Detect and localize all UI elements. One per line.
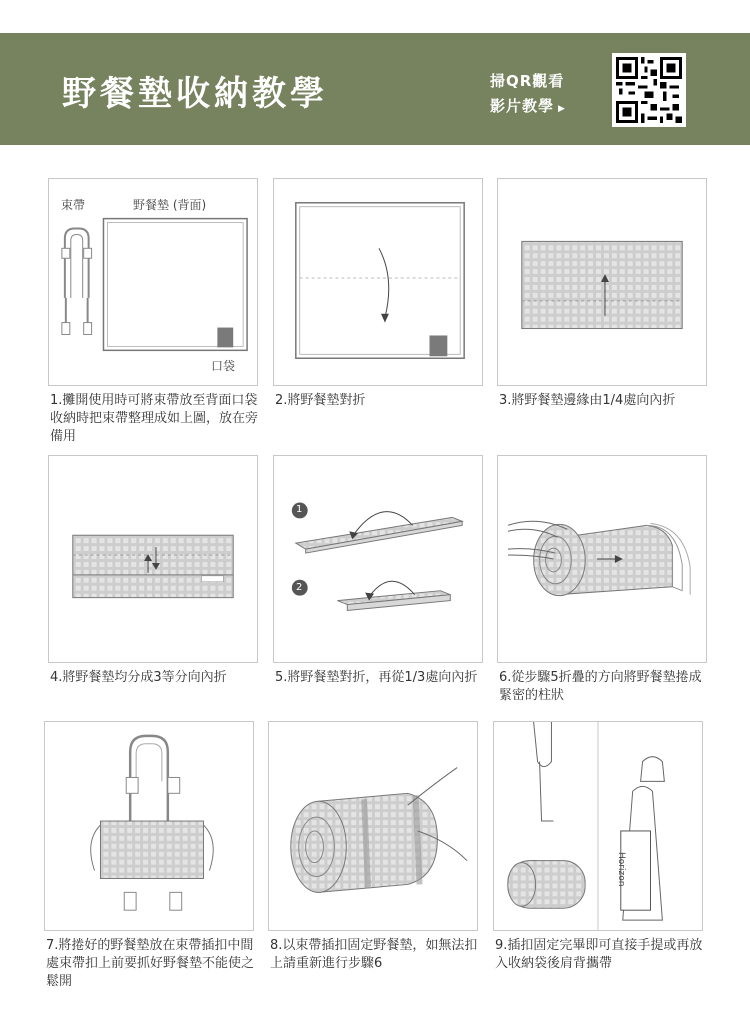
step-2-illustration [273,178,483,386]
step-9-caption: 9.插扣固定完畢即可直接手提或再放入收納袋後肩背攜帶 [495,938,703,971]
step-1-illustration [48,178,258,386]
step-6-caption: 6.從步驟5折疊的方向將野餐墊捲成緊密的柱狀 [499,670,702,703]
mat-back-label: 野餐墊 (背面) [133,198,207,212]
qr-caption-line1: 掃QR觀看 [490,72,565,90]
page-title: 野餐墊收納教學 [62,74,328,114]
step-3-caption: 3.將野餐墊邊緣由1/4處向內折 [499,393,676,408]
pocket-label: 口袋 [211,359,236,373]
header-banner [0,33,750,145]
step-1-caption: 1.攤開使用時可將束帶放至背面口袋收納時把束帶整理成如上圖，放在旁備用 [50,393,259,444]
step-6-illustration [497,455,707,663]
step5-badge-1: 1 [296,504,303,515]
strap-label: 束帶 [61,198,86,212]
step5-badge-2: 2 [296,582,303,593]
qr-code[interactable] [612,53,686,127]
step-5-illustration [273,455,483,663]
bag-brand-label: Horizon [616,852,626,887]
qr-caption [490,69,566,122]
step-2-caption: 2.將野餐墊對折 [275,393,366,408]
qr-code-icon [616,57,682,123]
step-8-caption: 8.以束帶插扣固定野餐墊，如無法扣上請重新進行步驟6 [270,938,478,971]
step-4-caption: 4.將野餐墊均分成3等分向內折 [50,670,227,685]
step-7-caption: 7.將捲好的野餐墊放在束帶插扣中間處束帶扣上前要抓好野餐墊不能使之鬆開 [46,938,255,989]
step-7-illustration [44,721,254,931]
step-9-illustration [493,721,703,931]
step-3-illustration [497,178,707,386]
step-8-illustration [268,721,478,931]
step-4-illustration [48,455,258,663]
play-arrow-icon: ▶ [558,104,566,114]
qr-caption-line2: 影片教學 [490,97,555,115]
step-5-caption: 5.將野餐墊對折，再從1/3處向內折 [275,670,478,685]
